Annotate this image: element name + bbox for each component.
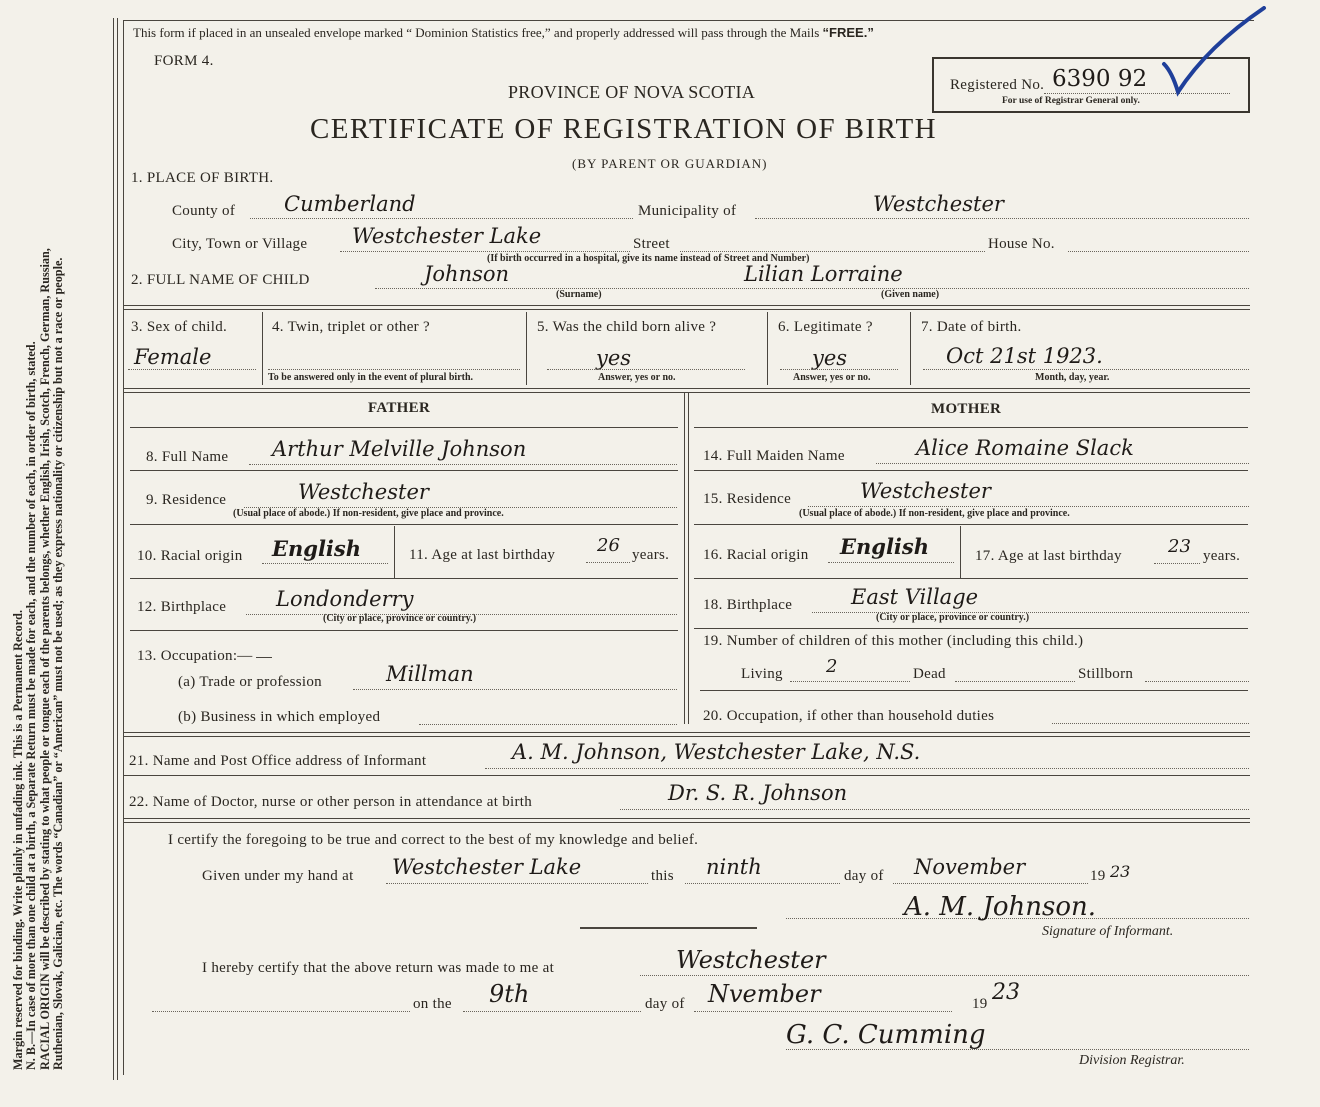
mother-name-line: [876, 463, 1249, 464]
stillborn-line: [1145, 681, 1249, 682]
sex-line: [128, 369, 256, 370]
mother-racial-value: English: [840, 534, 930, 559]
father-birthplace-label: 12. Birthplace: [137, 599, 227, 615]
postage-notice: [133, 25, 874, 41]
sex-label: 3. Sex of child.: [131, 319, 228, 335]
doctor-line: [620, 809, 1249, 810]
registrar-month-value: Nvember: [708, 980, 821, 1008]
mother-birthplace-value: East Village: [851, 585, 979, 609]
form-top-rule: [124, 20, 1254, 21]
street-label: Street: [633, 236, 670, 252]
page-title: CERTIFICATE OF REGISTRATION OF BIRTH: [310, 113, 937, 145]
postage-free-label: “FREE.”: [822, 25, 874, 40]
informant-label: 21. Name and Post Office address of Informant: [129, 753, 427, 769]
mother-children-label: 19. Number of children of this mother (including this child.): [703, 633, 1084, 649]
informant-signature-caption: Signature of Informant.: [1042, 924, 1174, 939]
father-age-label: 11. Age at last birthday: [409, 547, 556, 563]
row-divider-3: [767, 312, 768, 385]
mother-birthplace-label: 18. Birthplace: [703, 597, 793, 613]
place-of-birth-heading: 1. PLACE OF BIRTH.: [131, 170, 274, 186]
house-line: [1068, 251, 1249, 252]
mother-name-label: 14. Full Maiden Name: [703, 448, 845, 464]
registrar-day-value: 9th: [489, 980, 530, 1008]
this-label: this: [651, 868, 674, 884]
father-rule-3: [130, 578, 678, 579]
father-name-line: [249, 464, 677, 465]
born-alive-line: [547, 369, 745, 370]
registrar-place-line: [640, 975, 1249, 976]
father-business-label: (b) Business in which employed: [178, 709, 381, 725]
mother-name-value: Alice Romaine Slack: [916, 436, 1134, 460]
registrar-year-value: 23: [992, 980, 1020, 1005]
dob-line: [923, 369, 1249, 370]
mother-residence-line: [808, 506, 1249, 507]
row-divider-2: [526, 312, 527, 385]
father-trade-line: [353, 689, 677, 690]
father-racial-divider: [394, 526, 395, 578]
mother-age-label: 17. Age at last birthday: [975, 548, 1122, 564]
occupation-dash: [256, 657, 272, 658]
short-rule: [580, 927, 757, 929]
mother-age-unit: years.: [1203, 548, 1241, 564]
father-residence-caption: (Usual place of abode.) If non-resident, give place and province.: [233, 508, 504, 519]
surname-caption: (Surname): [556, 289, 602, 300]
informant-value: A. M. Johnson, Westchester Lake, N.S.: [512, 740, 921, 764]
father-heading: FATHER: [368, 400, 431, 416]
legitimate-line: [780, 369, 898, 370]
legitimate-caption: Answer, yes or no.: [793, 372, 871, 383]
section-rule-top: [124, 305, 1250, 310]
father-residence-label: 9. Residence: [146, 492, 227, 508]
born-alive-caption: Answer, yes or no.: [598, 372, 676, 383]
form-left-border: [113, 18, 118, 1080]
given-place-line: [386, 883, 648, 884]
month-line: [893, 883, 1088, 884]
form-number: FORM 4.: [154, 53, 214, 69]
postage-notice-text: This form if placed in an unsealed envelope marked “ Dominion Statistics free,” and properly addressed will pass through the Mails: [133, 25, 820, 40]
city-value: Westchester Lake: [352, 224, 542, 248]
child-given-name: Lilian Lorraine: [744, 262, 903, 286]
mother-occupation-line: [1052, 723, 1249, 724]
margin-racial-origin-note-1: RACIAL ORIGIN will be described by stating to what people or tongue each of the parents belongs, whether English, Irish, Scotch, French, German, Russian,: [37, 248, 52, 1070]
twin-label: 4. Twin, triplet or other ?: [272, 319, 430, 335]
legitimate-value: yes: [812, 346, 848, 370]
municipality-value: Westchester: [873, 192, 1004, 216]
mother-racial-line: [828, 562, 954, 563]
father-age-value: 26: [597, 535, 620, 556]
year-prefix: [1090, 868, 1106, 885]
mother-rule-2: [694, 524, 1248, 525]
section-rule-informant: [124, 732, 1250, 737]
mother-occupation-label: 20. Occupation, if other than household duties: [703, 708, 995, 724]
registrar-year-prefix: 19: [972, 996, 988, 1012]
row-divider-4: [910, 312, 911, 385]
mother-age-line: [1154, 563, 1200, 564]
father-racial-line: [262, 563, 388, 564]
mother-heading: MOTHER: [931, 401, 1002, 417]
certification-statement: I certify the foregoing to be true and correct to the best of my knowledge and belief.: [168, 832, 699, 848]
row-divider-1: [262, 312, 263, 385]
registrar-day-line: [463, 1011, 641, 1012]
dob-value: Oct 21st 1923.: [946, 344, 1103, 368]
mother-residence-label: 15. Residence: [703, 491, 792, 507]
municipality-line: [755, 218, 1249, 219]
mother-rule-4: [694, 628, 1248, 629]
father-name-value: Arthur Melville Johnson: [272, 437, 527, 461]
county-label: County of: [172, 203, 236, 219]
informant-line: [485, 768, 1249, 769]
mother-rule-5: [700, 690, 1248, 691]
legitimate-label: 6. Legitimate ?: [778, 319, 873, 335]
father-occupation-label: 13. Occupation:—: [137, 648, 253, 664]
section-rule-certification: [124, 818, 1250, 823]
father-age-line: [586, 562, 630, 563]
given-name-caption: (Given name): [881, 289, 940, 300]
province-heading: PROVINCE OF NOVA SCOTIA: [508, 82, 756, 102]
father-birthplace-caption: (City or place, province or country.): [323, 613, 477, 624]
father-racial-label: 10. Racial origin: [137, 548, 243, 564]
given-month-value: November: [914, 855, 1026, 879]
father-rule-1: [130, 470, 678, 471]
dead-line: [955, 681, 1075, 682]
registrar-use-note: For use of Registrar General only.: [1002, 96, 1140, 106]
dob-label: 7. Date of birth.: [921, 319, 1022, 335]
house-label: House No.: [988, 236, 1055, 252]
father-birthplace-value: Londonderry: [276, 587, 414, 611]
registrar-caption: Division Registrar.: [1079, 1053, 1185, 1068]
city-line: [340, 251, 630, 252]
registrar-month-line: [694, 1011, 952, 1012]
registrar-place-value: Westchester: [676, 946, 826, 974]
year-prefix-text: 19: [1090, 868, 1106, 884]
county-line: [250, 218, 633, 219]
registrar-day-of-label: day of: [645, 996, 685, 1012]
informant-rule: [124, 775, 1250, 776]
doctor-label: 22. Name of Doctor, nurse or other person in attendance at birth: [129, 794, 533, 810]
living-label: Living: [741, 666, 783, 682]
born-alive-label: 5. Was the child born alive ?: [537, 319, 717, 335]
father-name-label: 8. Full Name: [146, 449, 229, 465]
page-subtitle: (BY PARENT OR GUARDIAN): [572, 156, 768, 171]
mother-birthplace-caption: (City or place, province or country.): [876, 612, 1030, 623]
mother-residence-caption: (Usual place of abode.) If non-resident, give place and province.: [799, 508, 1070, 519]
father-residence-value: Westchester: [298, 480, 429, 504]
municipality-label: Municipality of: [638, 203, 737, 219]
mother-age-value: 23: [1168, 536, 1191, 557]
registered-number: 6390 92: [1052, 66, 1148, 92]
sex-value: Female: [134, 345, 212, 369]
mother-heading-rule: [694, 427, 1248, 428]
mother-racial-label: 16. Racial origin: [703, 547, 809, 563]
living-line: [790, 681, 910, 682]
stillborn-label: Stillborn: [1078, 666, 1134, 682]
day-line: [685, 883, 840, 884]
city-label: City, Town or Village: [172, 236, 308, 252]
margin-multiple-birth-note: N. B.—In case of more than one child at a birth, a Separate Return must be made for each, and the number of each, in order of birth, stated.: [24, 341, 39, 1070]
on-the-label: on the: [413, 996, 452, 1012]
father-racial-value: English: [272, 536, 362, 561]
registered-label: Registered No.: [950, 77, 1045, 93]
child-name-label: 2. FULL NAME OF CHILD: [131, 272, 310, 288]
doctor-value: Dr. S. R. Johnson: [668, 781, 848, 805]
dead-label: Dead: [913, 666, 946, 682]
day-of-label: day of: [844, 868, 884, 884]
child-name-line: [375, 288, 1249, 289]
mother-racial-divider: [960, 526, 961, 578]
hospital-note: (If birth occurred in a hospital, give its name instead of Street and Number): [487, 253, 810, 264]
street-line: [680, 251, 985, 252]
living-value: 2: [826, 656, 838, 677]
father-rule-2: [130, 524, 678, 525]
father-trade-value: Millman: [386, 662, 474, 686]
child-surname: Johnson: [424, 262, 510, 286]
informant-signature: A. M. Johnson.: [904, 892, 1097, 922]
twin-line: [268, 369, 520, 370]
check-mark-icon: [1160, 6, 1270, 98]
parents-column-divider: [684, 392, 689, 724]
form-left-inner-border: [123, 20, 124, 1075]
margin-racial-origin-note-2: Ruthenian, Slovak, Galician, etc. The words “Canadian” or “American” must not be used; as they express nationality or citizenship but not a race or people.: [50, 257, 65, 1070]
given-year-value: 23: [1110, 862, 1131, 881]
father-rule-4: [130, 630, 678, 631]
father-age-unit: years.: [632, 547, 670, 563]
mother-rule-1: [694, 470, 1248, 471]
given-day-value: ninth: [706, 855, 762, 879]
given-place-value: Westchester Lake: [392, 855, 582, 879]
county-value: Cumberland: [284, 192, 416, 216]
father-heading-rule: [130, 427, 678, 428]
registrar-signature: G. C. Cumming: [786, 1020, 986, 1050]
registrar-statement: I hereby certify that the above return was made to me at: [202, 960, 555, 976]
margin-notes: [12, 10, 112, 1070]
given-label: Given under my hand at: [202, 868, 354, 884]
mother-residence-value: Westchester: [860, 479, 991, 503]
father-trade-label: (a) Trade or profession: [178, 674, 322, 690]
born-alive-value: yes: [596, 346, 632, 370]
margin-binding-note: Margin reserved for binding. Write plainly in unfading ink. This is a Permanent Record.: [11, 609, 25, 1070]
twin-caption: To be answered only in the event of plural birth.: [268, 372, 474, 383]
registrar-lead-line: [152, 1011, 410, 1012]
father-business-line: [419, 724, 677, 725]
dob-caption: Month, day, year.: [1035, 372, 1110, 383]
mother-rule-3: [694, 578, 1248, 579]
